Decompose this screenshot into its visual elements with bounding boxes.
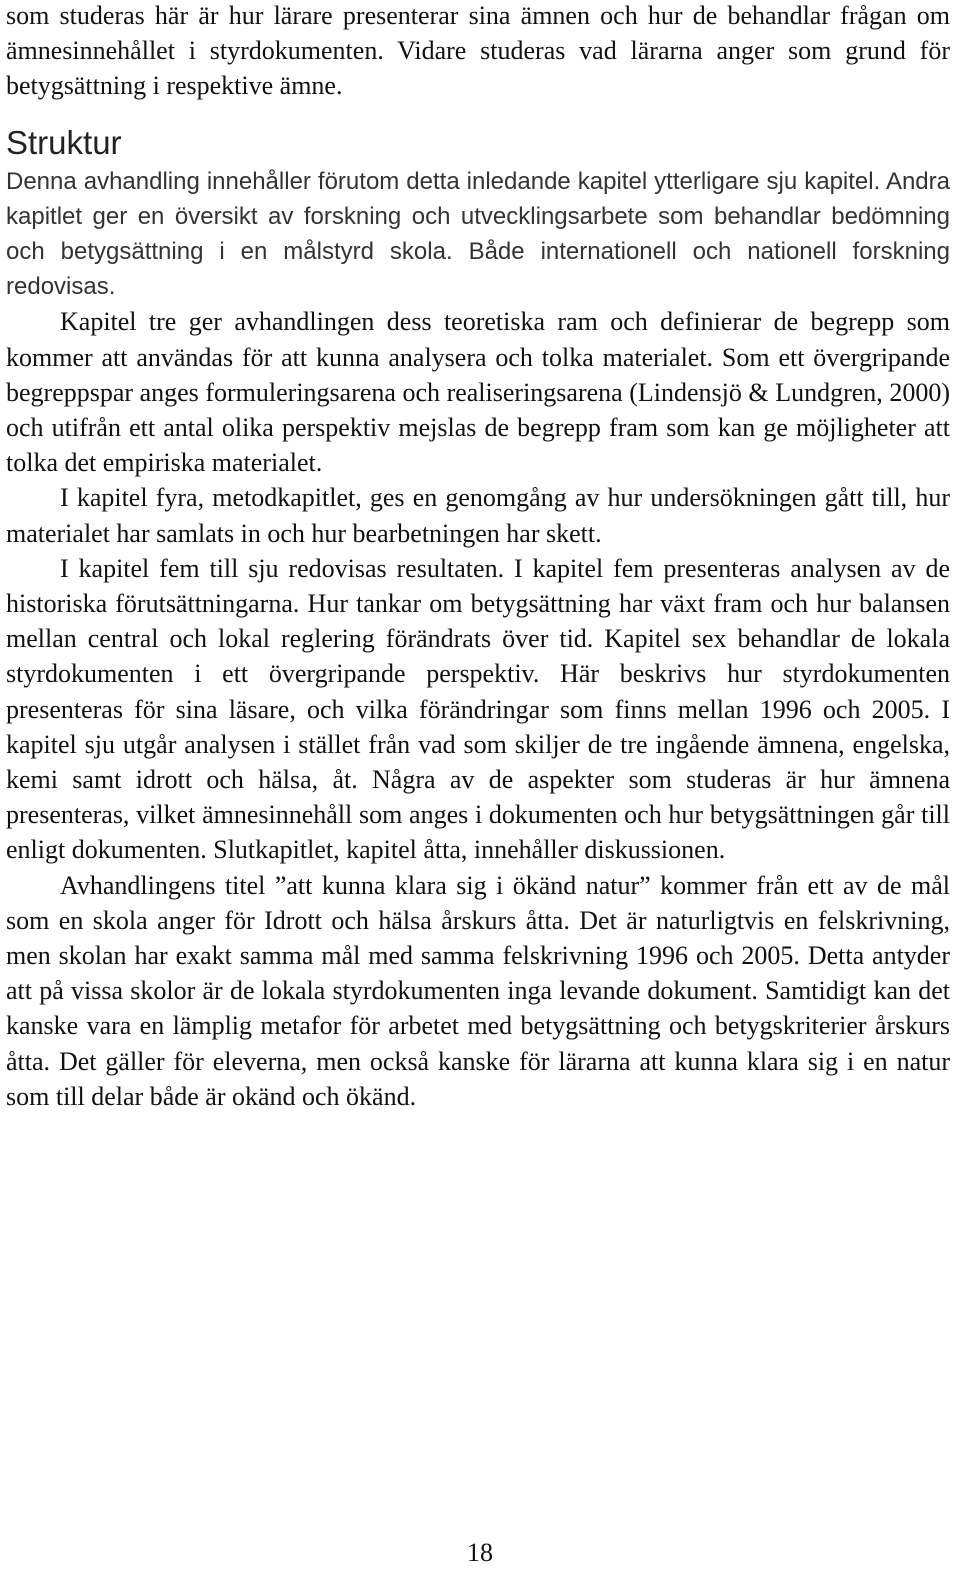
paragraph-chapters-five-to-eight: I kapitel fem till sju redovisas resultaten. I kapitel fem presenteras analysen av de historiska förutsättningarna. Hur tankar om betygsättning har växt fram och hur balansen mellan central och lokal reglering förändrats över tid. Kapitel sex behandlar de lokala styrdokumenten i ett övergripande perspektiv. Här beskrivs hur styrdokumenten presenteras för sina läsare, och vilka förändringar som finns mellan 1996 och 2005. I kapitel sju utgår analysen i stället från vad som skiljer de tre ingående ämnena, engelska, kemi samt idrott och hälsa, åt. Några av de aspekter som studeras är hur ämnena presenteras, vilket ämnesinnehåll som anges i dokumenten och hur betygsättningen går till enligt dokumenten. Slutkapitlet, kapitel åtta, innehåller diskussionen. <box>6 553 950 865</box>
paragraph-chapter-four: I kapitel fyra, metodkapitlet, ges en genomgång av hur undersökningen gått till, hur materialet har samlats in och hur bearbetningen har skett. <box>6 483 950 548</box>
page-number: 18 <box>467 1538 493 1567</box>
paragraph-chapter-three: Kapitel tre ger avhandlingen dess teoretiska ram och definierar de begrepp som kommer att användas för att kunna analysera och tolka materialet. Som ett övergripande begreppspar anges formuleringsarena och realiseringsarena (Lindensjö & Lundgren, 2000) och utifrån ett antal olika perspektiv mejslas de begrepp fram som kan ge möjligheter att tolka det empiriska materialet. <box>6 307 950 478</box>
intro-paragraph: som studeras här är hur lärare presenterar sina ämnen och hur de behandlar frågan om ämnesinnehållet i styrdokumenten. Vidare studeras vad lärarna anger som grund för betygsättning i respektive ämne. <box>6 1 950 101</box>
document-page <box>6 0 950 1114</box>
paragraph-title-explanation: Avhandlingens titel ”att kunna klara sig i ökänd natur” kommer från ett av de mål som en skola anger för Idrott och hälsa årskurs åtta. Det är naturligtvis en felskrivning, men skolan har exakt samma mål med samma felskrivning 1996 och 2005. Detta antyder att på vissa skolor är de lokala styrdokumenten inga levande dokument. Samtidigt kan det kanske vara en lämplig metafor för arbetet med betygsättning och betygskriterier årskurs åtta. Det gäller för eleverna, men också kanske för lärarna att kunna klara sig i en natur som till delar både är okänd och ökänd. <box>6 870 950 1111</box>
section-heading: Struktur <box>6 123 122 161</box>
structure-intro-paragraph: Denna avhandling innehåller förutom detta inledande kapitel ytterligare sju kapitel. Andra kapitlet ger en översikt av forskning och utvecklingsarbete som behandlar bedömning och betygsättning i en målstyrd skola. Både internationell och nationell forskning redovisas. <box>6 167 950 301</box>
